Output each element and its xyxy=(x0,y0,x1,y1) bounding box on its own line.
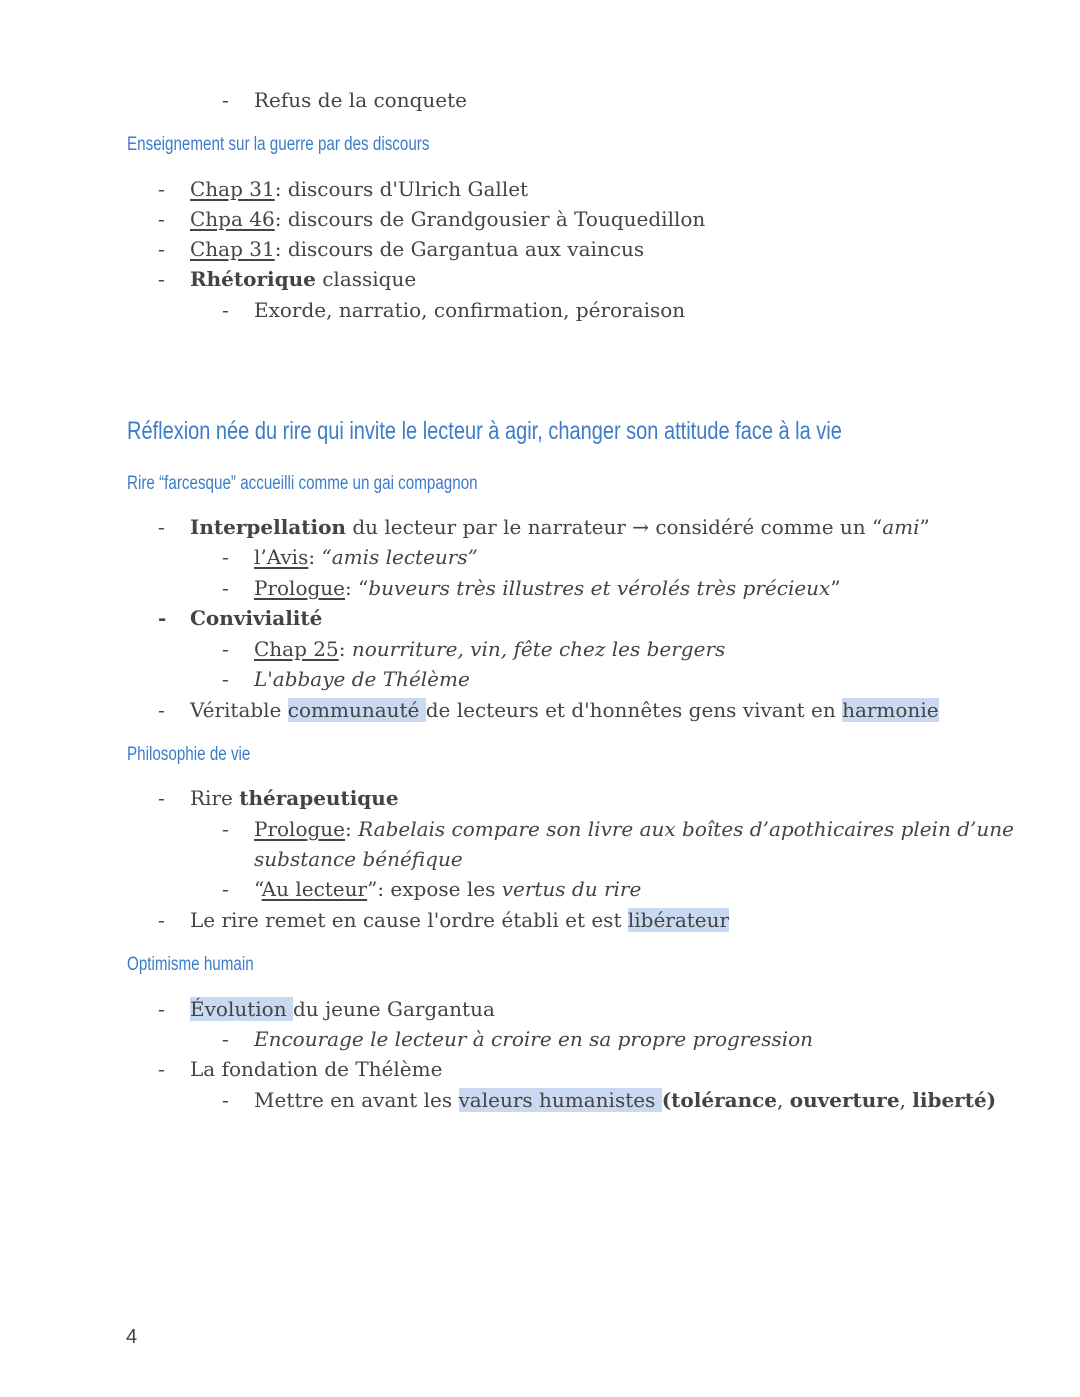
section-heading: Optimisme humain xyxy=(127,954,254,975)
bullet-dash: - xyxy=(158,606,167,630)
list-item: Prologue: Rabelais compare son livre aux boîtes d’apothicaires plein d’une xyxy=(254,817,1015,841)
section-heading: Enseignement sur la guerre par des discours xyxy=(127,134,430,155)
highlight: Évolution xyxy=(190,997,293,1021)
bullet-dash: - xyxy=(158,267,165,291)
list-item-continuation: substance bénéfique xyxy=(254,847,463,871)
list-item: l’Avis: “amis lecteurs” xyxy=(254,545,478,569)
bullet-dash: - xyxy=(158,1057,165,1081)
list-item: Véritable communauté de lecteurs et d'honnêtes gens vivant en harmonie xyxy=(190,698,939,722)
bullet-dash: - xyxy=(222,88,229,112)
list-item: Prologue: “buveurs très illustres et vérolés très précieux” xyxy=(254,576,841,600)
bullet-dash: - xyxy=(158,997,165,1021)
list-item: Refus de la conquete xyxy=(254,88,467,112)
bullet-dash: - xyxy=(222,877,229,901)
bullet-dash: - xyxy=(222,667,229,691)
bullet-dash: - xyxy=(222,298,229,322)
list-item: Évolution du jeune Gargantua xyxy=(190,997,495,1021)
section-heading: Rire “farcesque” accueilli comme un gai compagnon xyxy=(127,473,478,494)
bullet-dash: - xyxy=(158,207,165,231)
list-item: Exorde, narratio, confirmation, péroraison xyxy=(254,298,686,322)
list-item: Chap 25: nourriture, vin, fête chez les bergers xyxy=(254,637,726,661)
section-heading: Philosophie de vie xyxy=(127,744,251,765)
highlight: valeurs humanistes xyxy=(458,1088,662,1112)
bullet-dash: - xyxy=(158,698,165,722)
list-item: L'abbaye de Thélème xyxy=(254,667,470,691)
list-item: Chap 31: discours d'Ulrich Gallet xyxy=(190,177,529,201)
list-item: Rire thérapeutique xyxy=(190,786,399,810)
list-item: Encourage le lecteur à croire en sa propre progression xyxy=(254,1027,814,1051)
bullet-dash: - xyxy=(222,1027,229,1051)
list-item: Chap 31: discours de Gargantua aux vaincus xyxy=(190,237,645,261)
bullet-dash: - xyxy=(222,545,229,569)
main-heading: Réflexion née du rire qui invite le lecteur à agir, changer son attitude face à la vie xyxy=(127,417,842,445)
list-item: La fondation de Thélème xyxy=(190,1057,443,1081)
list-item: Mettre en avant les valeurs humanistes (tolérance, ouverture, liberté) xyxy=(254,1088,997,1112)
bullet-dash: - xyxy=(222,817,229,841)
page-number: 4 xyxy=(126,1326,138,1348)
bullet-dash: - xyxy=(222,637,229,661)
bullet-dash: - xyxy=(158,515,165,539)
list-item: Convivialité xyxy=(190,606,323,630)
highlight: communauté xyxy=(287,698,426,722)
list-item: Chpa 46: discours de Grandgousier à Touquedillon xyxy=(190,207,706,231)
highlight: harmonie xyxy=(842,698,939,722)
bullet-dash: - xyxy=(222,1088,229,1112)
list-item: “Au lecteur”: expose les vertus du rire xyxy=(254,877,642,901)
bullet-dash: - xyxy=(222,576,229,600)
list-item: Rhétorique classique xyxy=(190,267,417,291)
bullet-dash: - xyxy=(158,786,165,810)
bullet-dash: - xyxy=(158,177,165,201)
highlight: libérateur xyxy=(627,908,730,932)
bullet-dash: - xyxy=(158,908,165,932)
list-item: Interpellation du lecteur par le narrateur → considéré comme un “ami” xyxy=(190,515,930,539)
list-item: Le rire remet en cause l'ordre établi et est libérateur xyxy=(190,908,730,932)
bullet-dash: - xyxy=(158,237,165,261)
